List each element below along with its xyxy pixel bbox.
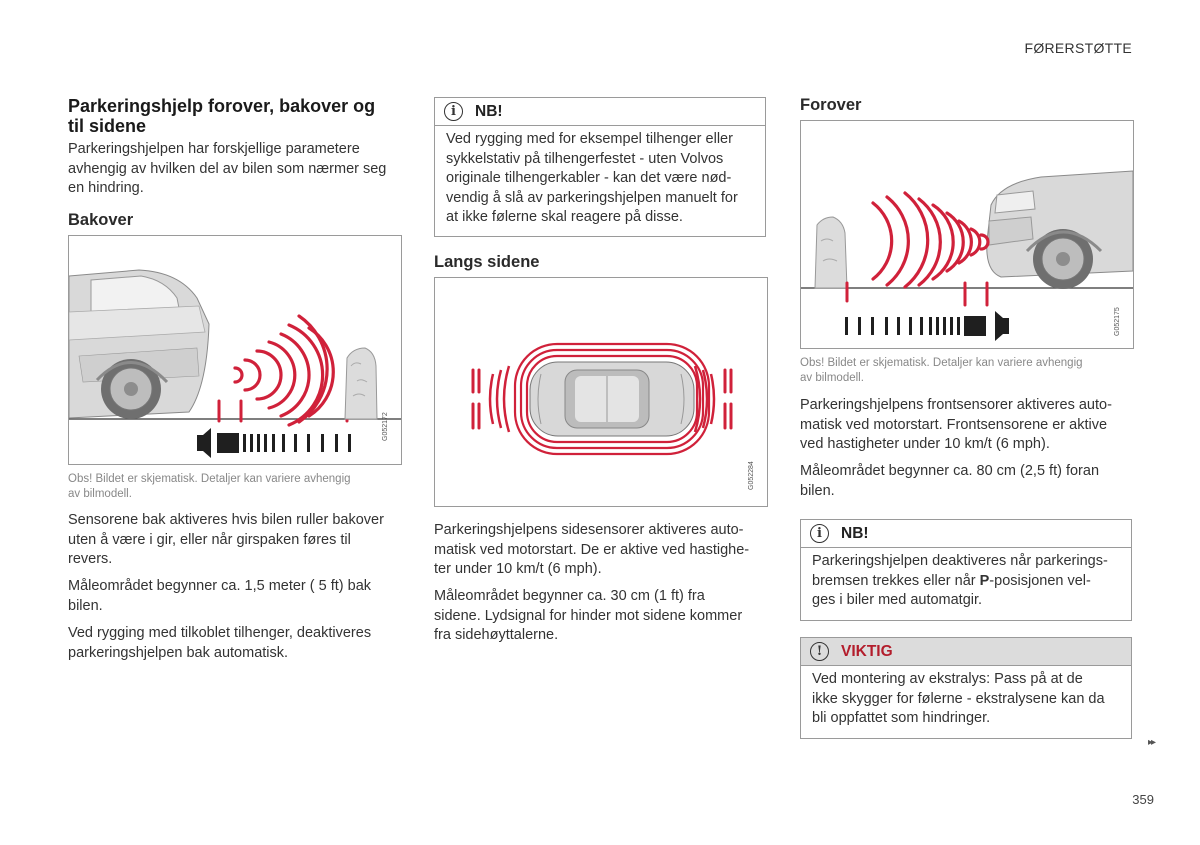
car-front-illustration — [987, 171, 1133, 289]
continue-arrows-icon: ▸▸ — [1147, 737, 1154, 748]
warning-body — [801, 666, 1131, 735]
text-line: ved hastigheter under 10 km/t (6 mph). — [800, 436, 1050, 453]
text-line: av bilmodell. — [800, 372, 864, 384]
distance-indicator — [845, 311, 1009, 341]
text-line: bilen. — [800, 482, 835, 499]
text-line: originale tilhengerkabler - kan det være nød- — [446, 170, 732, 187]
text-line: Måleområdet begynner ca. 80 cm (2,5 ft) foran — [800, 463, 1100, 479]
text-line: Sensorene bak aktiveres hvis bilen ruller bakover — [68, 512, 384, 528]
text-line: bilen. — [68, 597, 103, 614]
text-line: Ved rygging med for eksempel tilhenger eller — [446, 131, 733, 147]
front-sensor-markers — [847, 283, 987, 305]
page-title-line: Parkeringshjelp forover, bakover og — [68, 96, 376, 116]
text-line: parkeringshjelpen bak automatisk. — [68, 644, 289, 661]
figure-code: G052175 — [1114, 307, 1121, 336]
side-waves-left — [490, 366, 509, 432]
warning-box — [800, 637, 1132, 739]
pole-obstacle — [345, 348, 377, 419]
sides-paragraph-1 — [434, 521, 774, 580]
text-line: Obs! Bildet er skjematisk. Detaljer kan variere avhengig — [68, 473, 351, 485]
subheading-sides: Langs sidene — [434, 253, 540, 271]
page-title — [68, 96, 375, 136]
text-line: Parkeringshjelpens sidesensorer aktiveres auto- — [434, 522, 744, 538]
note-header — [435, 98, 765, 126]
text-line: Parkeringshjelpen deaktiveres når parkerings- — [812, 553, 1108, 569]
text-line: Ved montering av ekstralys: Pass på at de — [812, 671, 1083, 687]
figure-code: G052172 — [382, 412, 389, 441]
text-line: avhengig av hvilken del av bilen som nærmer seg — [68, 160, 387, 177]
gear-position-p: P — [979, 572, 990, 589]
car-top-view-illustration — [530, 362, 694, 436]
info-icon: i — [444, 102, 463, 121]
note-title: NB! — [475, 102, 503, 120]
subheading-front: Forover — [800, 96, 862, 114]
distance-indicator — [197, 428, 351, 458]
text-line: fra sidehøyttalerne. — [434, 627, 559, 644]
page-number: 359 — [1132, 792, 1154, 807]
text-line: vendig å slå av parkeringshjelpen manuelt for — [446, 189, 738, 206]
text-line: Måleområdet begynner ca. 30 cm (1 ft) fra — [434, 588, 705, 604]
text-line: Ved rygging med tilkoblet tilhenger, deaktiveres — [68, 625, 372, 641]
page-title-line: til sidene — [68, 116, 147, 136]
warning-header — [801, 638, 1131, 666]
text-line: bli oppfattet som hindringer. — [812, 710, 991, 727]
text-line: Obs! Bildet er skjematisk. Detaljer kan variere avhengig — [800, 357, 1083, 369]
text-line: Parkeringshjelpen har forskjellige parametere — [68, 141, 360, 157]
warning-title: VIKTIG — [841, 642, 893, 660]
text-line: Parkeringshjelpens frontsensorer aktiveres auto- — [800, 397, 1112, 413]
text-line: bremsen trekkes eller når P-posisjonen vel- — [812, 572, 1091, 589]
text-line: ikke skygger for følerne - ekstralysene kan da — [812, 690, 1105, 707]
rear-sensor-markers — [219, 401, 347, 421]
text-line: ges i biler med automatgir. — [812, 592, 983, 609]
text-line: revers. — [68, 551, 113, 568]
rear-paragraph-3 — [68, 624, 408, 663]
text-line: ter under 10 km/t (6 mph). — [434, 561, 602, 578]
side-sensor-figure — [434, 277, 768, 507]
rear-sensor-figure — [68, 235, 402, 465]
text-line: at ikke følerne skal reagere på disse. — [446, 209, 683, 226]
front-paragraph-1 — [800, 396, 1140, 455]
text-line: Måleområdet begynner ca. 1,5 meter ( 5 ft) bak — [68, 578, 372, 594]
pole-obstacle — [815, 217, 847, 288]
rear-paragraph-1 — [68, 511, 408, 570]
front-sensor-figure — [800, 120, 1134, 349]
figure-code: G052284 — [748, 461, 755, 490]
text-line: matisk ved motorstart. Frontsensorene er aktive — [800, 416, 1108, 433]
text-line: sidene. Lydsignal for hinder mot sidene kommer — [434, 607, 743, 624]
text-line: sykkelstativ på tilhengerfestet - uten Volvos — [446, 150, 724, 167]
note-box-parking-brake — [800, 519, 1132, 621]
text-line: av bilmodell. — [68, 488, 132, 500]
intro-paragraph — [68, 140, 408, 199]
car-rear-illustration — [69, 270, 209, 419]
figure-caption — [800, 356, 1140, 386]
figure-caption — [68, 472, 408, 502]
front-sensor-waves — [873, 193, 988, 287]
rear-paragraph-2 — [68, 577, 408, 616]
text-line: matisk ved motorstart. De er aktive ved hastighe- — [434, 541, 750, 558]
rear-sensor-waves — [235, 316, 333, 425]
warning-icon: ! — [810, 642, 829, 661]
note-title: NB! — [841, 524, 869, 542]
note-box-trailer — [434, 97, 766, 237]
note-header — [801, 520, 1131, 548]
section-header: FØRERSTØTTE — [1024, 40, 1132, 56]
info-icon: i — [810, 524, 829, 543]
text-line: en hindring. — [68, 180, 144, 197]
subheading-rear: Bakover — [68, 211, 134, 229]
note-body — [435, 126, 765, 234]
note-body — [801, 548, 1131, 617]
sides-paragraph-2 — [434, 587, 774, 646]
text-line: uten å være i gir, eller når girspaken føres til — [68, 531, 351, 548]
front-paragraph-2 — [800, 462, 1140, 501]
